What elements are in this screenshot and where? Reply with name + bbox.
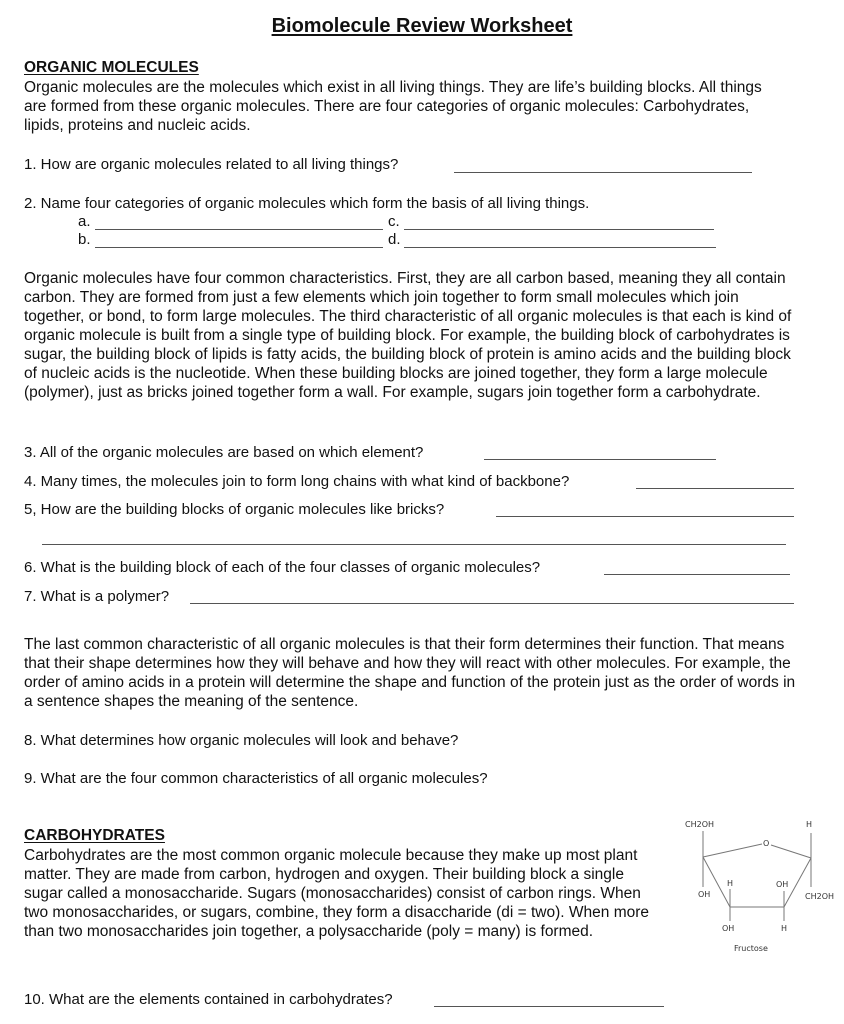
question-9: 9. What are the four common characteristics of all organic molecules? (24, 770, 488, 787)
carbohydrates-paragraph: Carbohydrates are the most common organic molecule because they make up most plant matter. They are made from carbon, hydrogen and oxygen. Their building block a single sugar called a monosaccharide. Sugars (monosaccharides) consist of carbon rings. When two monosaccharides, or sugars, combine, they form a disaccharide (di = two). When more than two monosaccharides join together, a polysaccharide (poly = many) is formed. (24, 847, 650, 940)
label-oh-left: OH (698, 890, 711, 899)
label-h-top-right: H (806, 820, 813, 829)
fructose-caption: Fructose (734, 944, 768, 953)
label-ring-oxygen: O (763, 839, 770, 848)
question-6: 6. What is the building block of each of the four classes of organic molecules? (24, 559, 541, 576)
question-8: 8. What determines how organic molecules will look and behave? (24, 732, 459, 749)
label-h-bottom: H (781, 924, 788, 933)
fructose-structure-diagram (672, 815, 844, 960)
question-7: 7. What is a polymer? (24, 588, 170, 605)
question-1: 1. How are organic molecules related to all living things? (24, 156, 399, 173)
fructose-ring-bonds (703, 831, 811, 921)
label-h-inner: H (727, 879, 734, 888)
answer-4-input[interactable] (636, 472, 794, 489)
label-ch2oh-top-left: CH2OH (685, 820, 715, 829)
answer-2a-input[interactable] (95, 213, 383, 230)
answer-2b-input[interactable] (95, 231, 383, 248)
option-c-label: c. (388, 213, 400, 230)
option-d-label: d. (388, 231, 401, 248)
question-10: 10. What are the elements contained in carbohydrates? (24, 991, 393, 1008)
answer-2d-input[interactable] (404, 231, 716, 248)
label-ch2oh-right: CH2OH (805, 892, 835, 901)
answer-5-continuation-input[interactable] (42, 528, 786, 545)
option-b-label: b. (78, 231, 91, 248)
characteristics-paragraph: Organic molecules have four common characteristics. First, they are all carbon based, meaning they all contain carbon. They are formed from just a few elements which join together to form small molecules which join together, or bond, to form large molecules. The third characteristic of all organic molecules is that each is kind of organic molecule is built from a single type of building block. For example, the building block of carbohydrates is sugar, the building block of lipids is fatty acids, the building block of protein is amino acids and the building block of nucleic acids is the nucleotide. When these building blocks are joined together, they form a large molecule (polymer), just as bricks joined together form a wall. For example, sugars join together form a carbohydrate. (24, 270, 792, 401)
question-4: 4. Many times, the molecules join to form long chains with what kind of backbone? (24, 473, 570, 490)
answer-5-input[interactable] (496, 500, 794, 517)
answer-6-input[interactable] (604, 558, 790, 575)
answer-2c-input[interactable] (404, 213, 714, 230)
organic-intro-paragraph: Organic molecules are the molecules which exist in all living things. They are life’s building blocks. All things are formed from these organic molecules. There are four categories of organic molecules: Carbohydrates, lipids, proteins and nucleic acids. (24, 79, 762, 134)
form-function-paragraph: The last common characteristic of all organic molecules is that their form determines their function. That means that their shape determines how they will behave and how they will react with other molecules. For example, the order of amino acids in a protein will determine the shape and function of the protein just as the order of words in a sentence shapes the meaning of the sentence. (24, 636, 796, 710)
question-3: 3. All of the organic molecules are based on which element? (24, 444, 424, 461)
section-heading-carbohydrates: CARBOHYDRATES (24, 827, 165, 844)
answer-7-input[interactable] (190, 587, 794, 604)
section-heading-organic: ORGANIC MOLECULES (24, 59, 199, 76)
option-a-label: a. (78, 213, 91, 230)
label-oh-bottom: OH (722, 924, 735, 933)
answer-3-input[interactable] (484, 443, 716, 460)
answer-1-input[interactable] (454, 156, 752, 173)
question-5: 5, How are the building blocks of organic molecules like bricks? (24, 501, 445, 518)
label-oh-inner: OH (776, 880, 789, 889)
answer-10-input[interactable] (434, 990, 664, 1007)
page-title: Biomolecule Review Worksheet (271, 15, 573, 37)
question-2: 2. Name four categories of organic molecules which form the basis of all living things. (24, 195, 590, 212)
